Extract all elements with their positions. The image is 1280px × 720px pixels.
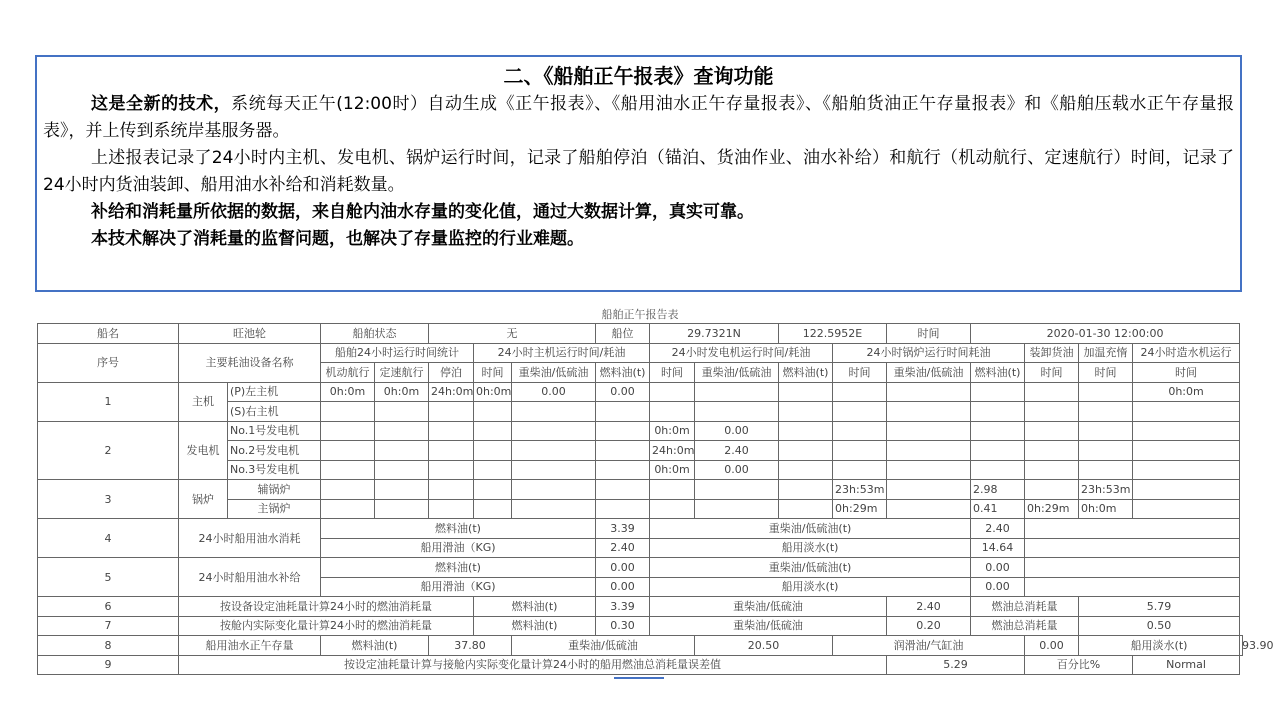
cell xyxy=(833,460,887,480)
equipment-name: (S)右主机 xyxy=(228,402,321,422)
intro-box xyxy=(35,55,1242,292)
intro-paragraph-3: 补给和消耗量所依据的数据，来自舱内油水存量的变化值，通过大数据计算，真实可靠。 xyxy=(91,202,754,222)
cell: 0h:29m xyxy=(833,499,887,519)
cell: 0.00 xyxy=(596,577,650,597)
longitude: 122.5952E xyxy=(779,324,887,344)
status-label: 船舶状态 xyxy=(321,324,429,344)
cell: 24h:0m xyxy=(650,441,695,461)
table-row xyxy=(38,519,1243,539)
gen-fuel-header: 燃料油(t) xyxy=(779,363,833,383)
cell: 2.98 xyxy=(971,480,1025,500)
seq-header: 序号 xyxy=(38,343,179,382)
intro-paragraph-4: 本技术解决了消耗量的监督问题，也解决了存量监控的行业难题。 xyxy=(91,229,584,249)
cell xyxy=(474,402,512,422)
cell: 0.20 xyxy=(887,616,971,636)
cell: 燃油总消耗量 xyxy=(971,597,1079,617)
intro-p1-text: 系统每天正午(12:00时）自动生成《正午报表》、《船用油水正午存量报表》、《船舶货油正午存量报表》和《船舶压载水正午存量报表》，并上传到系统岸基服务器。 xyxy=(43,94,1234,141)
cell: 船用滑油（KG) xyxy=(321,577,596,597)
status-value: Normal xyxy=(1133,655,1240,675)
cell: 燃料油(t) xyxy=(474,616,596,636)
cell xyxy=(971,441,1025,461)
cell xyxy=(650,382,695,402)
cell: 0.00 xyxy=(1025,636,1079,656)
cell: 3.39 xyxy=(596,597,650,617)
cell xyxy=(887,441,971,461)
cell xyxy=(779,441,833,461)
cell: 2.40 xyxy=(887,597,971,617)
cell: 93.90 xyxy=(1240,636,1243,656)
row-number: 2 xyxy=(38,421,179,480)
cell xyxy=(1079,460,1133,480)
cell xyxy=(695,382,779,402)
cell xyxy=(887,421,971,441)
row-label: 按设备设定油耗量计算24小时的燃油消耗量 xyxy=(179,597,474,617)
cell xyxy=(1079,402,1133,422)
cell xyxy=(1025,382,1079,402)
row-number: 8 xyxy=(38,636,179,656)
equipment-group: 发电机 xyxy=(179,421,228,480)
cell xyxy=(1025,421,1079,441)
cell xyxy=(1133,421,1240,441)
status-value: 无 xyxy=(429,324,596,344)
cell xyxy=(1025,558,1240,578)
cell: 船用淡水(t) xyxy=(1079,636,1240,656)
cell xyxy=(695,499,779,519)
row-number: 6 xyxy=(38,597,179,617)
selection-underline xyxy=(614,677,664,679)
column-header-row-1 xyxy=(38,343,1243,363)
gen-time-header: 时间 xyxy=(650,363,695,383)
cell xyxy=(375,421,429,441)
cell xyxy=(1133,460,1240,480)
cell xyxy=(779,402,833,422)
cell xyxy=(971,402,1025,422)
cell xyxy=(321,480,375,500)
cell xyxy=(596,460,650,480)
intro-paragraph-2: 上述报表记录了24小时内主机、发电机、锅炉运行时间，记录了船舶停泊（锚泊、货油作业、油水补给）和航行（机动航行、定速航行）时间，记录了24小时内货油装卸、船用油水补给和消耗数量。 xyxy=(43,148,1234,195)
latitude: 29.7321N xyxy=(650,324,779,344)
cell: 0.00 xyxy=(596,382,650,402)
cell: 0.00 xyxy=(512,382,596,402)
intro-lead: 这是全新的技术， xyxy=(91,94,232,114)
cell: 重柴油/低硫油 xyxy=(650,616,887,636)
position-label: 船位 xyxy=(596,324,650,344)
table-row xyxy=(38,558,1243,578)
cell xyxy=(779,460,833,480)
cell: 0.00 xyxy=(695,421,779,441)
noon-report-table xyxy=(37,323,1274,675)
cell xyxy=(596,402,650,422)
table-row xyxy=(38,616,1243,636)
table-row xyxy=(38,382,1243,402)
cell xyxy=(596,499,650,519)
cell xyxy=(512,421,596,441)
report-time: 2020-01-30 12:00:00 xyxy=(971,324,1240,344)
cell xyxy=(429,402,474,422)
cell: 重柴油/低硫油 xyxy=(650,597,887,617)
cell: 2.40 xyxy=(596,538,650,558)
cell xyxy=(596,480,650,500)
cell xyxy=(1079,382,1133,402)
equipment-name: No.2号发电机 xyxy=(228,441,321,461)
table-row xyxy=(38,480,1243,500)
cell xyxy=(474,441,512,461)
manoeuvre-header: 机动航行 xyxy=(321,363,375,383)
me-fuel-header: 燃料油(t) xyxy=(596,363,650,383)
cell xyxy=(375,402,429,422)
cell: 2.40 xyxy=(971,519,1025,539)
row-number: 3 xyxy=(38,480,179,519)
cell: 0h:29m xyxy=(1025,499,1079,519)
header-row xyxy=(38,324,1243,344)
cell xyxy=(650,480,695,500)
cell: 0h:0m xyxy=(650,460,695,480)
cell: 0.30 xyxy=(596,616,650,636)
cell: 0h:0m xyxy=(321,382,375,402)
cell: 0h:0m xyxy=(375,382,429,402)
time-label: 时间 xyxy=(887,324,971,344)
row-number: 1 xyxy=(38,382,179,421)
row-number: 4 xyxy=(38,519,179,558)
cell xyxy=(1133,499,1240,519)
cell xyxy=(429,460,474,480)
cell: 0h:0m xyxy=(1079,499,1133,519)
cell: 0.00 xyxy=(971,558,1025,578)
cell xyxy=(1025,538,1240,558)
cell xyxy=(650,402,695,422)
cell: 船用淡水(t) xyxy=(650,538,971,558)
cell xyxy=(429,499,474,519)
equipment-name: (P)左主机 xyxy=(228,382,321,402)
cell xyxy=(971,382,1025,402)
cell: 3.39 xyxy=(596,519,650,539)
row-number: 7 xyxy=(38,616,179,636)
cell: 0.00 xyxy=(971,577,1025,597)
cell xyxy=(1025,480,1079,500)
gen-heavy-header: 重柴油/低硫油 xyxy=(695,363,779,383)
heating-time-header: 时间 xyxy=(1079,363,1133,383)
cell xyxy=(512,480,596,500)
cell xyxy=(321,441,375,461)
equipment-name: 主锅炉 xyxy=(228,499,321,519)
cell xyxy=(474,480,512,500)
cell xyxy=(1079,421,1133,441)
main-engine-header: 24小时主机运行时间/耗油 xyxy=(474,343,650,363)
cell: 23h:53m xyxy=(833,480,887,500)
cell xyxy=(375,441,429,461)
cell xyxy=(1025,441,1079,461)
cell xyxy=(512,402,596,422)
cell xyxy=(695,402,779,422)
cell: 24h:0m xyxy=(429,382,474,402)
cell: 0.00 xyxy=(695,460,779,480)
cell: 重柴油/低硫油 xyxy=(512,636,695,656)
cell xyxy=(695,480,779,500)
stats-header: 船舶24小时运行时间统计 xyxy=(321,343,474,363)
heating-header: 加温充惰 xyxy=(1079,343,1133,363)
cell xyxy=(596,441,650,461)
cell xyxy=(512,499,596,519)
table-row xyxy=(38,636,1243,656)
cell xyxy=(779,480,833,500)
cell xyxy=(321,499,375,519)
cell: 20.50 xyxy=(695,636,833,656)
row-label: 按舱内实际变化量计算24小时的燃油消耗量 xyxy=(179,616,474,636)
cell xyxy=(429,480,474,500)
section-title: 二、《船舶正午报表》查询功能 xyxy=(503,64,774,88)
generator-header: 24小时发电机运行时间/耗油 xyxy=(650,343,833,363)
noon-report xyxy=(37,306,1274,675)
ship-name: 旺池轮 xyxy=(179,324,321,344)
cell xyxy=(596,421,650,441)
cell xyxy=(1079,441,1133,461)
equipment-group: 主机 xyxy=(179,382,228,421)
cell xyxy=(1025,402,1079,422)
cell xyxy=(1025,460,1079,480)
cell xyxy=(971,421,1025,441)
equipment-name: No.3号发电机 xyxy=(228,460,321,480)
boiler-fuel-header: 燃料油(t) xyxy=(971,363,1025,383)
row-label: 24小时船用油水补给 xyxy=(179,558,321,597)
cell: 重柴油/低硫油(t) xyxy=(650,558,971,578)
intro-paragraph-1 xyxy=(43,91,1234,145)
cell: 37.80 xyxy=(429,636,512,656)
boiler-heavy-header: 重柴油/低硫油 xyxy=(887,363,971,383)
table-row xyxy=(38,597,1243,617)
watermaker-header: 24小时造水机运行 xyxy=(1133,343,1240,363)
cell xyxy=(833,402,887,422)
cell: 燃料油(t) xyxy=(321,519,596,539)
cell: 燃料油(t) xyxy=(474,597,596,617)
row-label: 24小时船用油水消耗 xyxy=(179,519,321,558)
cell xyxy=(779,421,833,441)
cell xyxy=(321,402,375,422)
cell xyxy=(1025,519,1240,539)
me-heavy-header: 重柴油/低硫油 xyxy=(512,363,596,383)
cell: 0.41 xyxy=(971,499,1025,519)
cell xyxy=(375,460,429,480)
cell: 船用滑油（KG) xyxy=(321,538,596,558)
cell xyxy=(375,480,429,500)
report-title: 船舶正午报告表 xyxy=(601,308,679,321)
cell xyxy=(779,499,833,519)
table-row xyxy=(38,655,1243,675)
cell xyxy=(779,382,833,402)
equipment-name: No.1号发电机 xyxy=(228,421,321,441)
equipment-header: 主要耗油设备名称 xyxy=(179,343,321,382)
cell xyxy=(474,499,512,519)
cell xyxy=(1133,441,1240,461)
boiler-header: 24小时锅炉运行时间耗油 xyxy=(833,343,1025,363)
cell xyxy=(887,499,971,519)
cargo-time-header: 时间 xyxy=(1025,363,1079,383)
cell xyxy=(512,460,596,480)
cell xyxy=(887,382,971,402)
cell: 燃油总消耗量 xyxy=(971,616,1079,636)
cell: 润滑油/气缸油 xyxy=(833,636,1025,656)
cell xyxy=(971,460,1025,480)
berth-header: 停泊 xyxy=(429,363,474,383)
cell: 重柴油/低硫油(t) xyxy=(650,519,971,539)
cell: 船用淡水(t) xyxy=(650,577,971,597)
cell: 5.79 xyxy=(1079,597,1240,617)
row-number: 5 xyxy=(38,558,179,597)
cell xyxy=(512,441,596,461)
cargo-header: 装卸货油 xyxy=(1025,343,1079,363)
cell xyxy=(887,402,971,422)
cell xyxy=(429,421,474,441)
table-row xyxy=(38,421,1243,441)
row-label: 按设定油耗量计算与接舱内实际变化量计算24小时的船用燃油总消耗量误差值 xyxy=(179,655,887,675)
me-time-header: 时间 xyxy=(474,363,512,383)
cell: 0h:0m xyxy=(474,382,512,402)
equipment-group: 锅炉 xyxy=(179,480,228,519)
cell: 燃料油(t) xyxy=(321,558,596,578)
error-value: 5.29 xyxy=(887,655,1025,675)
cell: 2.40 xyxy=(695,441,779,461)
watermaker-time-header: 时间 xyxy=(1133,363,1240,383)
cell xyxy=(1133,480,1240,500)
cell xyxy=(321,421,375,441)
cell: 0h:0m xyxy=(1133,382,1240,402)
cell xyxy=(833,421,887,441)
cell xyxy=(833,382,887,402)
ship-name-label: 船名 xyxy=(38,324,179,344)
cell: 23h:53m xyxy=(1079,480,1133,500)
cell xyxy=(887,480,971,500)
cell: 14.64 xyxy=(971,538,1025,558)
boiler-time-header: 时间 xyxy=(833,363,887,383)
cell xyxy=(474,421,512,441)
cell xyxy=(1133,402,1240,422)
cell xyxy=(429,441,474,461)
equipment-name: 辅锅炉 xyxy=(228,480,321,500)
cell xyxy=(1025,577,1240,597)
percent-label: 百分比% xyxy=(1025,655,1133,675)
steady-header: 定速航行 xyxy=(375,363,429,383)
cell xyxy=(321,460,375,480)
cell xyxy=(887,460,971,480)
row-number: 9 xyxy=(38,655,179,675)
cell: 0.00 xyxy=(596,558,650,578)
cell xyxy=(474,460,512,480)
cell xyxy=(375,499,429,519)
cell: 0h:0m xyxy=(650,421,695,441)
cell xyxy=(833,441,887,461)
cell: 0.50 xyxy=(1079,616,1240,636)
cell: 燃料油(t) xyxy=(321,636,429,656)
row-label: 船用油水正午存量 xyxy=(179,636,321,656)
cell xyxy=(650,499,695,519)
